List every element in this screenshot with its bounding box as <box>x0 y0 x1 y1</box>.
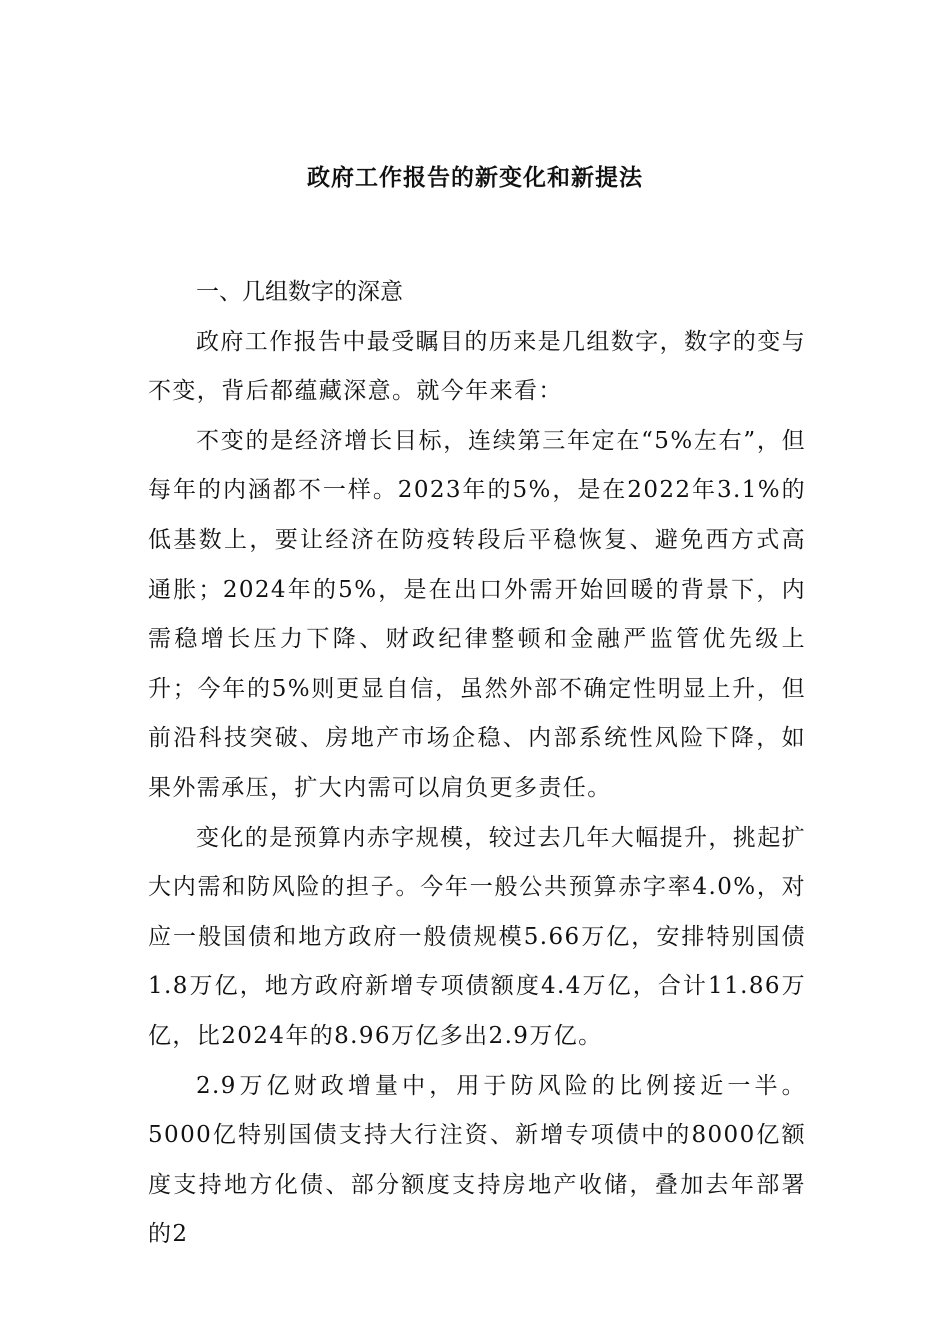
document-title: 政府工作报告的新变化和新提法 <box>307 164 643 191</box>
paragraph-3: 变化的是预算内赤字规模，较过去几年大幅提升，挑起扩大内需和防风险的担子。今年一般公共预算赤字率4.0%，对应一般国债和地方政府一般债规模5.66万亿，安排特别国债1.8万亿，地方政府新增专项债额度4.4万亿，合计11.86万亿，比2024年的8.96万亿多出2.9万亿。 <box>148 824 806 1049</box>
document-body <box>148 268 806 1260</box>
paragraph-4: 2.9万亿财政增量中，用于防风险的比例接近一半。5000亿特别国债支持大行注资、新增专项债中的8000亿额度支持地方化债、部分额度支持房地产收储，叠加去年部署的2 <box>148 1072 806 1248</box>
section-heading: 一、几组数字的深意 <box>196 279 403 305</box>
paragraph-2: 不变的是经济增长目标，连续第三年定在“5%左右”，但每年的内涵都不一样。2023年的5%，是在2022年3.1%的低基数上，要让经济在防疫转段后平稳恢复、避免西方式高通胀；2024年的5%，是在出口外需开始回暖的背景下，内需稳增长压力下降、财政纪律整顿和金融严监管优先级上升；今年的5%则更显自信，虽然外部不确定性明显上升，但前沿科技突破、房地产市场企稳、内部系统性风险下降，如果外需承压，扩大内需可以肩负更多责任。 <box>148 427 806 801</box>
paragraph-1: 政府工作报告中最受瞩目的历来是几组数字，数字的变与不变，背后都蕴藏深意。就今年来看： <box>148 328 806 405</box>
